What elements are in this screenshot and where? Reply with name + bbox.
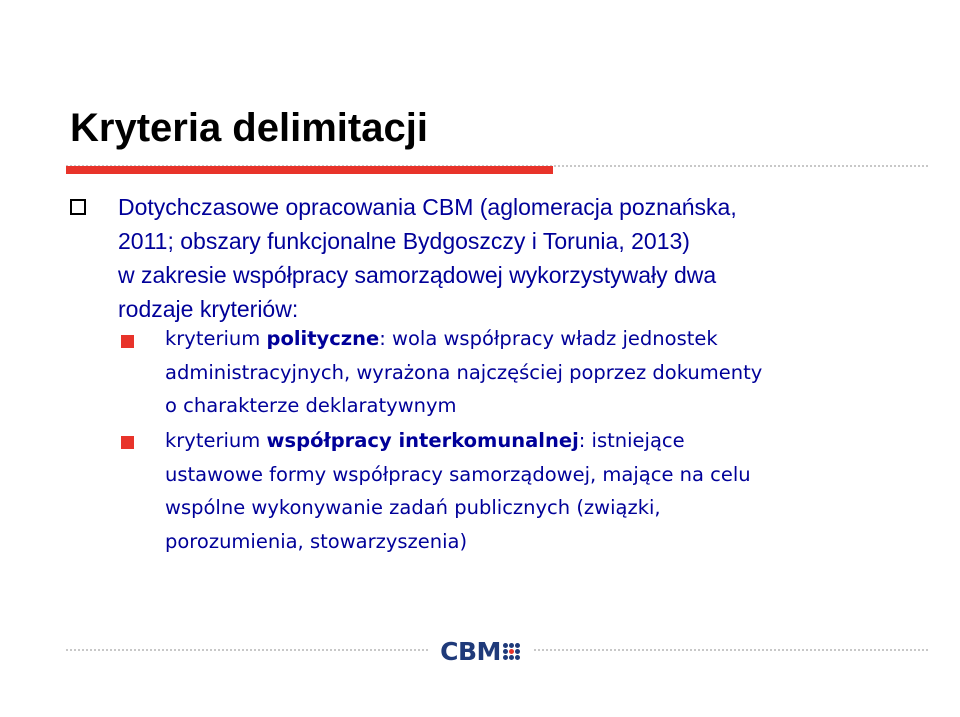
sub-bullet-first-line <box>165 424 905 458</box>
sub-bullet-line: ustawowe formy współpracy samorządowej, mające na celu <box>165 462 751 486</box>
sub-bullet-rest: : istniejące <box>578 429 685 452</box>
slide-title: Kryteria delimitacji <box>70 106 428 150</box>
sub-bullet-intercommunal <box>165 424 905 558</box>
sub-bullet-first-line <box>165 322 905 356</box>
sub-bullet-bold-term: współpracy interkomunalnej <box>266 429 579 452</box>
sub-bullet-lead: kryterium <box>165 429 267 452</box>
sub-bullet-line: administracyjnych, wyrażona najczęściej poprzez dokumenty <box>165 360 763 384</box>
sub-bullet-lead: kryterium <box>165 327 267 350</box>
main-bullet-line: Dotychczasowe opracowania CBM (aglomeracja poznańska, <box>118 194 737 220</box>
main-bullet-text <box>118 190 878 326</box>
main-bullet-line: rodzaje kryteriów: <box>118 296 299 322</box>
filled-square-icon <box>121 436 134 449</box>
sub-bullet-political <box>165 322 905 423</box>
hollow-square-icon <box>70 199 86 215</box>
main-bullet-line: w zakresie współpracy samorządowej wykorzystywały dwa <box>118 262 717 288</box>
sub-bullet-rest: : wola współpracy władz jednostek <box>379 327 718 350</box>
title-accent-bar <box>66 166 553 174</box>
sub-bullet-bold-term: polityczne <box>266 327 380 350</box>
cbm-logo <box>428 628 532 674</box>
sub-bullet-line: wspólne wykonywanie zadań publicznych (związki, <box>165 496 661 519</box>
sub-bullet-line: porozumienia, stowarzyszenia) <box>165 529 468 553</box>
sub-bullet-line: o charakterze deklaratywnym <box>165 394 457 417</box>
main-bullet-line: 2011; obszary funkcjonalne Bydgoszczy i Torunia, 2013) <box>118 228 690 254</box>
logo-text: CBM <box>440 636 501 666</box>
logo-dots-icon <box>503 643 520 660</box>
filled-square-icon <box>121 335 134 348</box>
